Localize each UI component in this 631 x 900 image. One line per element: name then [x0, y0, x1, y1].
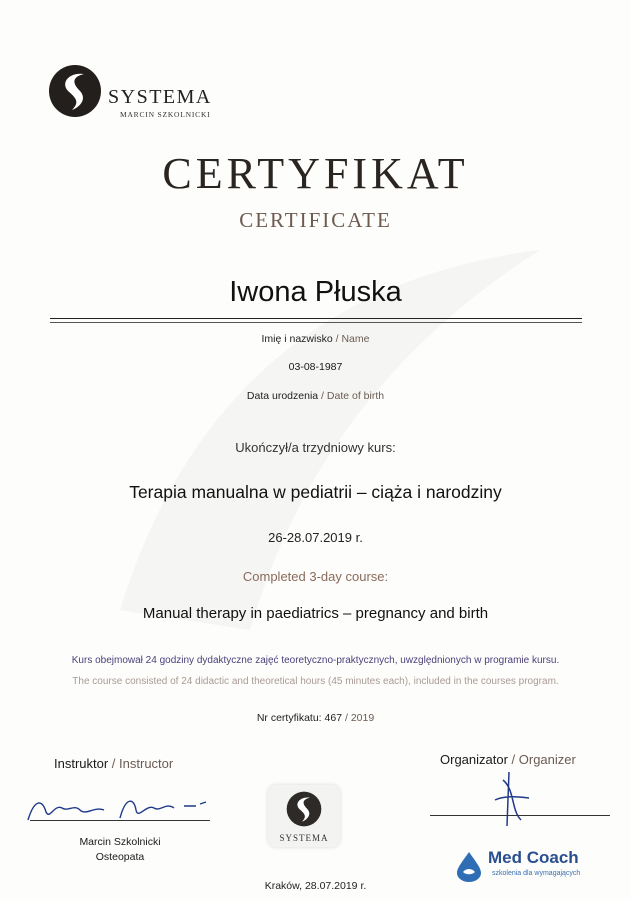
medcoach-tagline: szkolenia dla wymagających: [492, 870, 581, 877]
organizer-signature: [485, 770, 535, 830]
water-drop-icon: [454, 850, 484, 882]
dob-label-en: Date of birth: [326, 390, 385, 402]
organizer-title: Organizator / Organizer: [440, 752, 576, 767]
organizer-signature-line: [430, 815, 610, 816]
certificate-subtitle: CERTIFICATE: [239, 208, 392, 232]
medcoach-logo: [452, 848, 602, 884]
systema-logo: [48, 64, 218, 124]
date-of-birth: 03-08-1987: [288, 361, 343, 373]
certificate-year: 2019: [350, 712, 375, 724]
name-label: Imię i nazwisko / Name: [261, 333, 370, 345]
systema-stamp: [268, 785, 340, 847]
footer-place-date: Kraków, 28.07.2019 r.: [264, 880, 367, 892]
dob-label-pl: Data urodzenia: [246, 390, 319, 402]
instructor-title-en: Instructor: [119, 756, 174, 771]
course-name-pl: Terapia manualna w pediatrii – ciąża i narodziny: [129, 482, 502, 502]
instructor-role: Osteopata: [95, 851, 145, 863]
organizer-title-en: Organizer: [518, 752, 576, 767]
completed-course-pl: Ukończył/a trzydniowy kurs:: [235, 440, 396, 455]
name-label-pl: Imię i nazwisko: [261, 333, 333, 345]
instructor-title: Instruktor / Instructor: [54, 756, 174, 771]
stamp-label: SYSTEMA: [279, 833, 329, 843]
certificate-number: Nr certyfikatu: 467 / 2019: [256, 712, 375, 724]
name-label-en: Name: [341, 333, 370, 345]
course-hours-pl: Kurs obejmował 24 godziny dydaktyczne zajęć teoretyczno-praktycznych, uwzględnionych w programie kursu.: [71, 655, 560, 666]
course-name-en: Manual therapy in paediatrics – pregnancy and birth: [142, 605, 489, 622]
course-dates: 26-28.07.2019 r.: [268, 530, 363, 545]
name-underline-secondary: [50, 322, 582, 323]
systema-logo-icon: [48, 64, 102, 118]
certificate-title: CERTYFIKAT: [162, 149, 469, 198]
instructor-signature-line: [30, 820, 210, 821]
logo-subtitle: MARCIN SZKOLNICKI: [120, 110, 211, 119]
recipient-name: Iwona Płuska: [229, 276, 402, 308]
stamp-logo-icon: [286, 791, 322, 827]
medcoach-name: Med Coach: [488, 848, 579, 867]
instructor-title-pl: Instruktor: [54, 756, 109, 771]
certificate-number-label: Nr certyfikatu:: [256, 712, 322, 724]
organizer-title-pl: Organizator: [440, 752, 508, 767]
dob-label: Data urodzenia / Date of birth: [246, 390, 385, 402]
logo-brand: SYSTEMA: [108, 86, 212, 108]
course-hours-en: The course consisted of 24 didactic and theoretical hours (45 minutes each), included in the courses program.: [72, 676, 559, 687]
certificate-number-value: 467: [324, 712, 343, 724]
instructor-name: Marcin Szkolnicki: [79, 836, 161, 848]
name-underline: [50, 318, 582, 319]
completed-course-en: Completed 3-day course:: [242, 569, 389, 584]
